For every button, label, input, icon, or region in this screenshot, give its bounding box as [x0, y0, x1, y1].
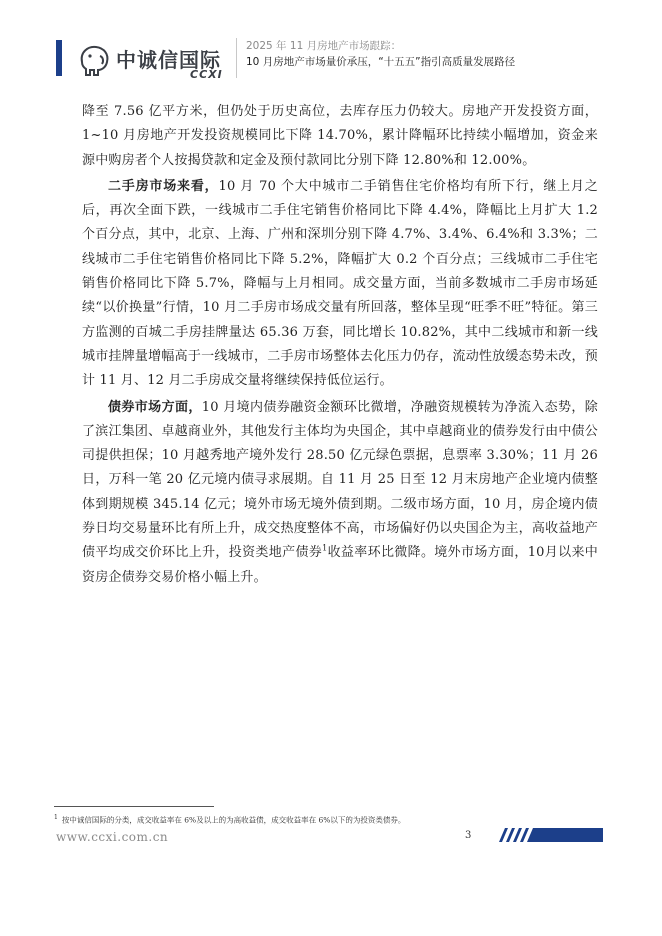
bond-market-text: 10 月境内债券融资金额环比微增，净融资规模转为净流入态势，除了滨江集团、卓越商业外，其他发行主体均为央国企，其中卓越商业的债券发行由中债公司提供担保；10 月越秀地产境外发行 28.50 亿元绿色票据，息票率 3.30%；11 月 26 日，万科一笔 20 亿元境内债寻求展期。自 11 月 25 日至 12 月末房地产企业境内债整体到期规模 345.14 亿元；境外市场无境外债到期。二级市场方面，10 月，房企境内债券日均交易量环比有所上升，成交热度整体不高，市场偏好仍以央国企为主，高收益地产债平均成交价环比上升，投资类地产债券: [82, 399, 598, 561]
bond-market-text-end: 收益率环比微降。境外市场方面，10月以来中资房企债券交易价格小幅上升。: [82, 545, 598, 585]
header-accent-bar: [56, 40, 62, 76]
page-header: [0, 0, 662, 90]
footnote-reference: 1: [322, 544, 328, 554]
paragraph-secondhand-housing: [82, 175, 598, 394]
report-subtitle: 2025 年 11 月房地产市场跟踪：: [246, 40, 402, 52]
paragraph-investment: 降至 7.56 亿平方米，但仍处于历史高位，去库存压力仍较大。房地产开发投资方面，1~10 月房地产开发投资规模同比下降 14.70%，累计降幅环比持续小幅增加，资金来源中购房者个人按揭贷款和定金及预付款同比分别下降 12.80%和 12.00%。: [82, 104, 598, 168]
footer-website: www.ccxi.com.cn: [56, 830, 169, 844]
secondhand-housing-text: 10 月 70 个大中城市二手销售住宅价格均有所下行，继上月之后，再次全面下跌，一线城市二手住宅销售价格同比下降 4.4%，降幅比上月扩大 1.2 个百分点，其中，北京、上海、广州和深圳分别下降 4.7%、3.4%、6.4%和 3.3%；二线城市二手住宅销售价格同比下降 5.2%，降幅扩大 0.2 个百分点；三线城市二手住宅销售价格同比下降 5.7%，降幅与上月相同。成交量方面，当前多数城市二手房市场延续“以价换量”行情，10 月二手房市场成交量有所回落，整体呈现“旺季不旺”特征。第三方监测的百城二手房挂牌量达 65.36 万套，同比增长 10.82%，其中二线城市和新一线城市挂牌量增幅高于一线城市，二手房市场整体去化压力仍存，流动性放缓态势未改，预计 11 月、12 月二手房成交量将继续保持低位运行。: [82, 178, 598, 389]
secondhand-housing-heading: 二手房市场来看，: [108, 178, 219, 194]
bond-market-heading: 债券市场方面，: [108, 399, 202, 415]
paragraph-bond-market: [82, 396, 598, 590]
footnote-number: 1: [54, 814, 58, 821]
page-number: 3: [465, 830, 472, 841]
logo-chinese-name: 中诚信国际: [116, 48, 221, 72]
ccxi-logo: [76, 42, 236, 82]
report-body: [82, 100, 598, 592]
elephant-logo-icon: [76, 42, 112, 78]
footnote-rule: [54, 806, 214, 807]
footnote: [54, 814, 614, 826]
logo-english-name: CCXI: [190, 68, 223, 81]
report-title: 10 月房地产市场量价承压，“十五五”指引高质量发展路径: [246, 56, 516, 68]
header-divider: [236, 38, 237, 78]
footer-stripes-decoration: [493, 828, 603, 842]
footnote-text: 按中诚信国际的分类，成交收益率在 6%及以上的为高收益债，成交收益率在 6%以下的为投资类债券。: [61, 815, 406, 825]
